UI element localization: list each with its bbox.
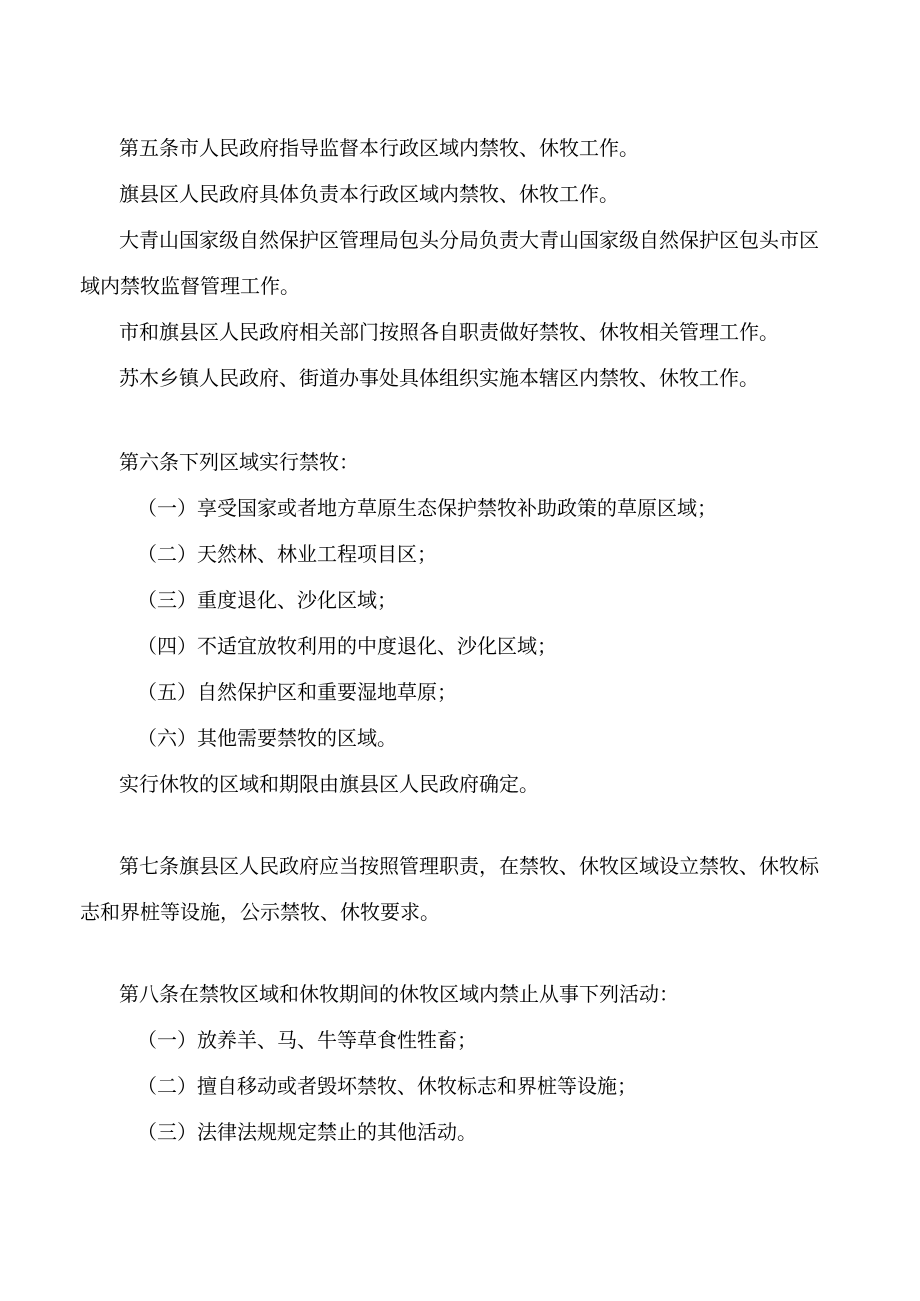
article5-paragraph-1: 第五条市人民政府指导监督本行政区域内禁牧、休牧工作。 bbox=[119, 136, 639, 160]
article8-item-1: （一）放养羊、马、牛等草食性牲畜； bbox=[137, 1028, 477, 1052]
article8-item-2: （二）擅自移动或者毁坏禁牧、休牧标志和界桩等设施； bbox=[137, 1074, 637, 1098]
article8-intro: 第八条在禁牧区域和休牧期间的休牧区域内禁止从事下列活动： bbox=[119, 982, 679, 1006]
article5-paragraph-2: 旗县区人民政府具体负责本行政区域内禁牧、休牧工作。 bbox=[119, 182, 619, 206]
article6-item-4: （四）不适宜放牧利用的中度退化、沙化区域； bbox=[137, 634, 557, 658]
article6-item-3: （三）重度退化、沙化区域； bbox=[137, 588, 397, 612]
article5-paragraph-4: 市和旗县区人民政府相关部门按照各自职责做好禁牧、休牧相关管理工作。 bbox=[119, 320, 779, 344]
article5-paragraph-3-line-2: 域内禁牧监督管理工作。 bbox=[80, 274, 300, 298]
article6-item-5: （五）自然保护区和重要湿地草原； bbox=[137, 680, 457, 704]
article6-item-6: （六）其他需要禁牧的区域。 bbox=[137, 726, 397, 750]
article6-closing: 实行休牧的区域和期限由旗县区人民政府确定。 bbox=[119, 772, 539, 796]
article5-paragraph-3-line-1: 大青山国家级自然保护区管理局包头分局负责大青山国家级自然保护区包头市区 bbox=[119, 228, 819, 252]
article6-intro: 第六条下列区域实行禁牧： bbox=[119, 450, 359, 474]
article6-item-2: （二）天然林、林业工程项目区； bbox=[137, 542, 437, 566]
article7-line-2: 志和界桩等设施，公示禁牧、休牧要求。 bbox=[80, 900, 440, 924]
article8-item-3: （三）法律法规规定禁止的其他活动。 bbox=[137, 1120, 477, 1144]
article7-line-1: 第七条旗县区人民政府应当按照管理职责，在禁牧、休牧区域设立禁牧、休牧标 bbox=[119, 854, 819, 878]
article6-item-1: （一）享受国家或者地方草原生态保护禁牧补助政策的草原区域； bbox=[137, 496, 717, 520]
article5-paragraph-5: 苏木乡镇人民政府、街道办事处具体组织实施本辖区内禁牧、休牧工作。 bbox=[119, 366, 759, 390]
